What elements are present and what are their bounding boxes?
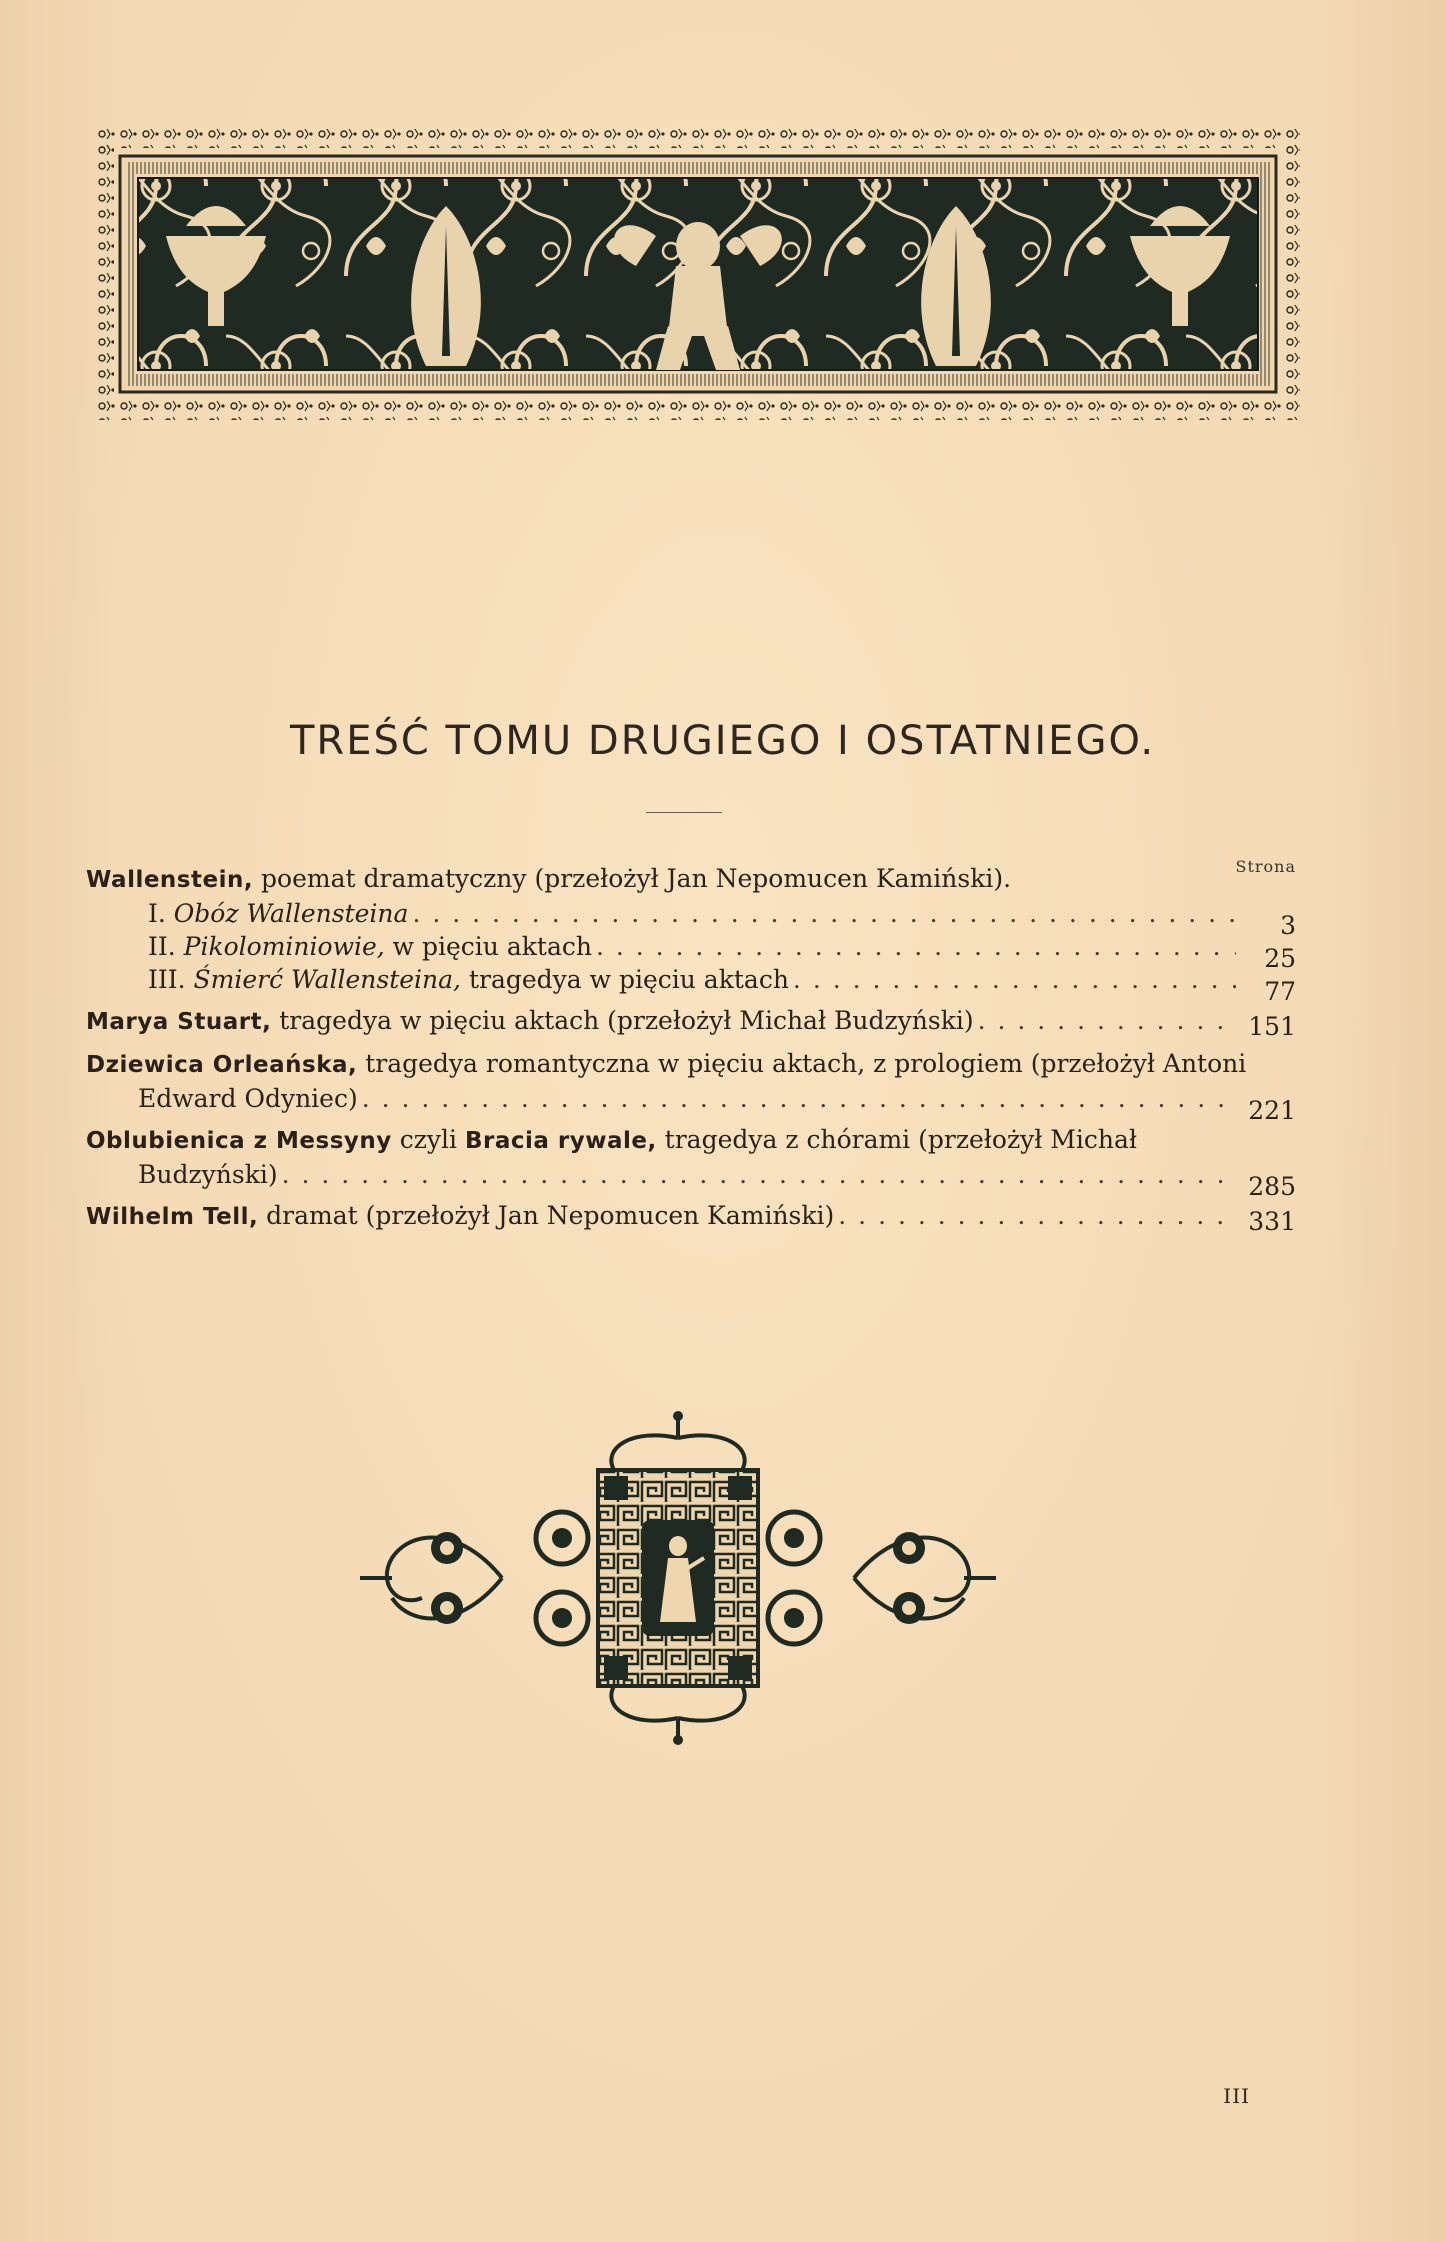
entry-title: Dziewica Orleańska, xyxy=(86,1052,358,1078)
entry-alt-title: Bracia rywale, xyxy=(464,1128,657,1154)
leader-dots xyxy=(362,1082,1236,1115)
entry-description: poemat dramatyczny (przełożył Jan Nepomucen Kamiński). xyxy=(253,864,1012,893)
subentry-description: w pięciu aktach xyxy=(384,932,592,961)
page-title: TREŚĆ TOMU DRUGIEGO I OSTATNIEGO. xyxy=(289,718,1156,764)
page-number: 331 xyxy=(1248,1207,1296,1236)
page-number: 3 xyxy=(1280,911,1296,940)
subentry-title: Pikolominiowie, xyxy=(183,932,385,961)
subentry-number: I. xyxy=(148,899,166,928)
entry-connector: czyli xyxy=(391,1125,465,1154)
table-of-contents xyxy=(86,862,1296,1234)
leader-dots xyxy=(412,897,1236,930)
subentry-number: III. xyxy=(148,965,186,994)
toc-entry-marya-stuart[interactable] xyxy=(86,1004,1296,1039)
leader-dots xyxy=(978,1004,1236,1037)
page-column-label: Strona xyxy=(1235,857,1296,876)
page-number: 77 xyxy=(1264,977,1296,1006)
toc-subentry-oboz[interactable] xyxy=(86,897,1296,940)
entry-description: tragedya romantyczna w pięciu aktach, z prologiem (przełożył Antoni xyxy=(357,1049,1247,1078)
leader-dots xyxy=(838,1199,1236,1232)
entry-continuation: Edward Odyniec) xyxy=(138,1084,358,1113)
subentry-description: tragedya w pięciu aktach xyxy=(461,965,789,994)
page-folio: III xyxy=(1223,2084,1250,2108)
title-rule xyxy=(646,812,722,813)
entry-description: tragedya z chórami (przełożył Michał xyxy=(656,1125,1138,1154)
toc-subentry-smierc[interactable] xyxy=(86,963,1296,1006)
toc-entry-oblubienica[interactable] xyxy=(86,1123,1296,1201)
subentry-number: II. xyxy=(148,932,176,961)
page-number: 25 xyxy=(1264,944,1296,973)
entry-title: Wilhelm Tell, xyxy=(86,1204,259,1230)
leader-dots xyxy=(793,963,1236,996)
page-number: 151 xyxy=(1248,1012,1296,1041)
subentry-title: Obóz Wallensteina xyxy=(173,899,409,928)
subentry-title: Śmierć Wallensteina, xyxy=(193,965,461,994)
toc-entry-wilhelm-tell[interactable] xyxy=(86,1199,1296,1234)
entry-title: Oblubienica z Messyny xyxy=(86,1128,392,1154)
page-number: 285 xyxy=(1248,1172,1296,1201)
entry-description: tragedya w pięciu aktach (przełożył Michał Budzyński) xyxy=(271,1006,974,1035)
entry-title: Wallenstein, xyxy=(86,867,254,893)
entry-description: dramat (przełożył Jan Nepomucen Kamiński) xyxy=(258,1201,835,1230)
page-number: 221 xyxy=(1248,1096,1296,1125)
toc-entry-wallenstein[interactable] xyxy=(86,862,1296,1006)
entry-continuation: Budzyński) xyxy=(138,1160,278,1189)
leader-dots xyxy=(596,930,1236,963)
toc-entry-dziewica-orleanska[interactable] xyxy=(86,1047,1296,1125)
leader-dots xyxy=(282,1158,1236,1191)
headpiece-ornament xyxy=(96,126,1300,426)
toc-subentry-pikolominiowie[interactable] xyxy=(86,930,1296,973)
tailpiece-ornament xyxy=(352,1408,1004,1748)
entry-title: Marya Stuart, xyxy=(86,1009,272,1035)
